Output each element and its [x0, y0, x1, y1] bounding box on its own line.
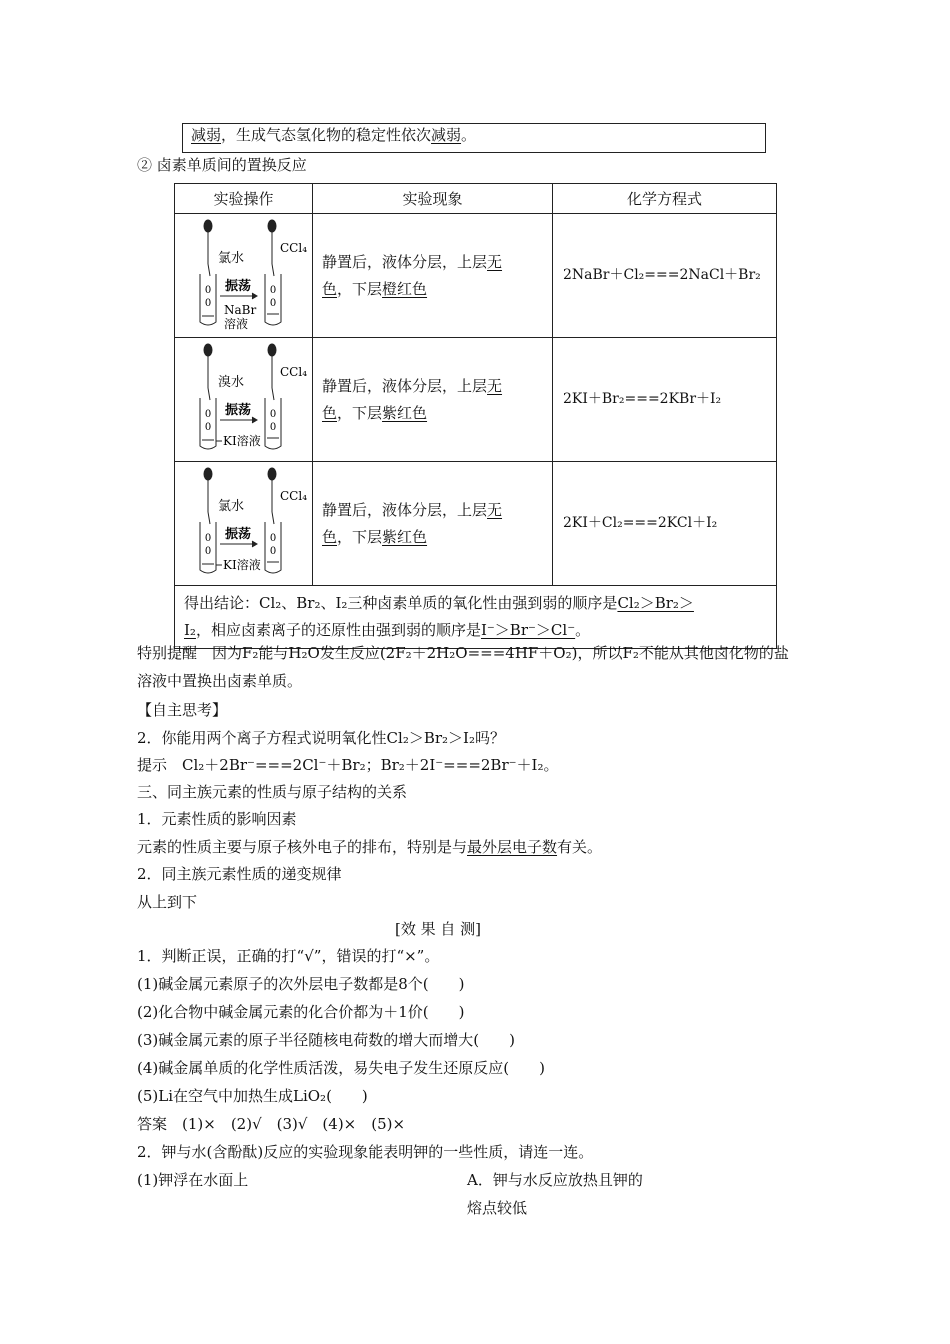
special-reminder-line-2: 溶液中置换出卤素单质。 — [137, 672, 303, 690]
svg-text:0: 0 — [204, 297, 211, 309]
phenomenon-text: 静置后，液体分层，上层 — [322, 376, 488, 395]
previous-conclusion-box — [182, 123, 766, 153]
experiment-table — [174, 183, 777, 649]
reagent-label: 溴水 — [217, 374, 244, 390]
action-label: 振荡 — [224, 402, 251, 418]
self-think-hint: 提示 Cl₂＋2Br⁻===2Cl⁻＋Br₂；Br₂＋2I⁻===2Br⁻＋I₂。 — [137, 756, 559, 774]
lower-text: ，下层 — [337, 279, 383, 298]
apparatus-cell — [175, 462, 313, 586]
upper-color-2: 色 — [322, 279, 338, 298]
influence-text-c: 有关。 — [557, 838, 603, 856]
weakened-text-1: 减弱 — [191, 126, 222, 144]
conclusion-text-2: ，相应卤素离子的还原性由强到弱的顺序是 — [195, 621, 481, 639]
apparatus-cell — [175, 214, 313, 338]
solution-label: KI溶液 — [222, 433, 261, 448]
upper-color-1: 无 — [487, 500, 503, 519]
period: 。 — [575, 621, 591, 639]
equation-cell: 2NaBr＋Cl₂===2NaCl＋Br₂ — [553, 214, 777, 338]
solvent-label: CCl₄ — [279, 240, 307, 255]
self-test-question-2: 2．钾与水(含酚酞)反应的实验现象能表明钾的一些性质，请连一连。 — [137, 1143, 594, 1161]
subsection-variation-rule: 2．同主族元素性质的递变规律 — [137, 865, 342, 883]
test-tube-apparatus-icon — [184, 466, 307, 578]
weakened-text-2: 减弱 — [431, 126, 462, 144]
lower-color: 橙红色 — [382, 279, 428, 298]
table-row — [175, 338, 777, 462]
header-equation: 化学方程式 — [553, 184, 777, 214]
solution-label: KI溶液 — [222, 557, 261, 572]
outer-electrons-text: 最外层电子数 — [467, 838, 558, 856]
apparatus-cell — [175, 338, 313, 462]
influence-factors-text — [137, 838, 602, 856]
period: 。 — [461, 126, 477, 144]
section-title-displacement: ② 卤素单质间的置换反应 — [137, 156, 307, 174]
svg-text:0: 0 — [204, 545, 211, 557]
table-row — [175, 462, 777, 586]
svg-text:0: 0 — [269, 545, 276, 557]
reducing-order: I⁻＞Br⁻＞Cl⁻ — [480, 621, 576, 639]
match-right-item-a-line-2: 熔点较低 — [467, 1199, 528, 1217]
influence-text-a: 元素的性质主要与原子核外电子的排布，特别是与 — [137, 838, 468, 856]
svg-text:0: 0 — [269, 297, 276, 309]
oxidizing-order: Cl₂＞Br₂＞ — [617, 594, 694, 612]
section-title-group-properties: 三、同主族元素的性质与原子结构的关系 — [137, 783, 408, 801]
reagent-label: 氯水 — [217, 250, 244, 266]
special-reminder-line-1: 特别提醒 因为F₂能与H₂O发生反应(2F₂＋2H₂O===4HF＋O₂)，所以F₂不能从其他卤化物的盐 — [137, 644, 789, 662]
self-think-question: 2．你能用两个离子方程式说明氧化性Cl₂＞Br₂＞I₂吗？ — [137, 729, 505, 747]
lower-text: ，下层 — [337, 403, 383, 422]
conclusion-text: 得出结论：Cl₂、Br₂、I₂三种卤素单质的氧化性由强到弱的顺序是 — [184, 594, 618, 612]
svg-text:0: 0 — [269, 421, 276, 433]
solution-label-2: 溶液 — [223, 316, 248, 331]
phenomenon-cell — [313, 338, 553, 462]
header-phenomenon: 实验现象 — [313, 184, 553, 214]
svg-text:0: 0 — [204, 421, 211, 433]
phenomenon-cell — [313, 214, 553, 338]
svg-text:0: 0 — [204, 532, 211, 544]
solvent-label: CCl₄ — [279, 364, 307, 379]
phenomenon-cell — [313, 462, 553, 586]
list-item: (1)碱金属元素原子的次外层电子数都是8个( ) — [137, 975, 465, 993]
conclusion-cell — [175, 586, 777, 649]
answer-line: 答案 (1)× (2)√ (3)√ (4)× (5)× — [137, 1115, 406, 1133]
action-label: 振荡 — [224, 278, 251, 294]
reagent-label: 氯水 — [217, 498, 244, 514]
action-label: 振荡 — [224, 526, 251, 542]
list-item: (3)碱金属元素的原子半径随核电荷数的增大而增大( ) — [137, 1031, 515, 1049]
self-test-title: [效 果 自 测] — [395, 920, 482, 938]
upper-color-2: 色 — [322, 403, 338, 422]
variation-rule-text: 从上到下 — [137, 893, 198, 911]
stability-text: ，生成气态氢化物的稳定性依次 — [221, 126, 432, 144]
upper-color-1: 无 — [487, 252, 503, 271]
table-header-row — [175, 184, 777, 214]
lower-text: ，下层 — [337, 527, 383, 546]
lower-color: 紫红色 — [382, 403, 428, 422]
self-test-question-1: 1．判断正误，正确的打“√”，错误的打“×”。 — [137, 947, 440, 965]
conclusion-row — [175, 586, 777, 649]
upper-color-1: 无 — [487, 376, 503, 395]
list-item: (2)化合物中碱金属元素的化合价都为＋1价( ) — [137, 1003, 465, 1021]
match-right-item-a-line-1: A．钾与水反应放热且钾的 — [467, 1171, 643, 1189]
list-item: (5)Li在空气中加热生成LiO₂( ) — [137, 1087, 368, 1105]
list-item: (4)碱金属单质的化学性质活泼，易失电子发生还原反应( ) — [137, 1059, 545, 1077]
svg-text:0: 0 — [204, 408, 211, 420]
phenomenon-text: 静置后，液体分层，上层 — [322, 252, 488, 271]
svg-text:0: 0 — [269, 408, 276, 420]
self-think-title: 【自主思考】 — [137, 701, 228, 719]
test-tube-apparatus-icon — [184, 218, 307, 331]
subsection-influence-factors: 1．元素性质的影响因素 — [137, 810, 297, 828]
solvent-label: CCl₄ — [279, 488, 307, 503]
phenomenon-text: 静置后，液体分层，上层 — [322, 500, 488, 519]
lower-color: 紫红色 — [382, 527, 428, 546]
svg-text:0: 0 — [204, 284, 211, 296]
test-tube-apparatus-icon — [184, 342, 307, 454]
match-left-item-1: (1)钾浮在水面上 — [137, 1171, 249, 1189]
svg-text:0: 0 — [269, 532, 276, 544]
solution-label: NaBr — [223, 302, 256, 317]
oxidizing-order-tail: I₂ — [184, 621, 196, 639]
svg-text:0: 0 — [269, 284, 276, 296]
header-operation: 实验操作 — [175, 184, 313, 214]
table-row — [175, 214, 777, 338]
equation-cell: 2KI＋Cl₂===2KCl＋I₂ — [553, 462, 777, 586]
upper-color-2: 色 — [322, 527, 338, 546]
equation-cell: 2KI＋Br₂===2KBr＋I₂ — [553, 338, 777, 462]
